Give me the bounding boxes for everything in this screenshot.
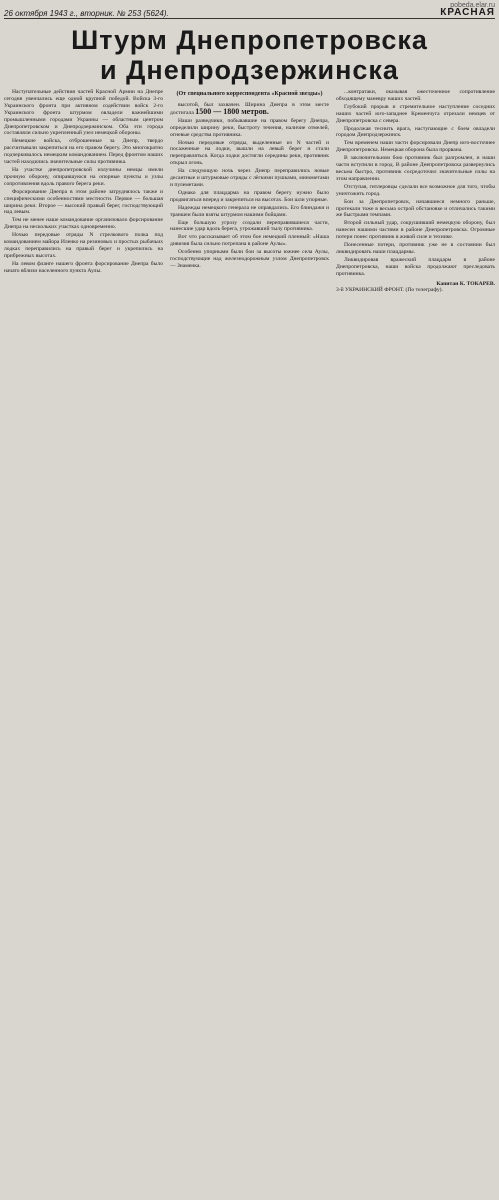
paragraph: Ликвидировав вражеский плацдарм в районе Днепропетровска, наши войска продолжают преследовать противника. <box>336 256 495 277</box>
col2-lead <box>170 102 329 117</box>
column-3-paragraphs <box>336 89 495 278</box>
paragraph: Бои за Днепропетровск, начавшиеся немного раньше, протекали тоже в весьма острой обстановке и отличались такими же быстрыми темпами. <box>336 198 495 219</box>
paragraph: В заключительном бою противник был разгромлен, и наши части вступили в город. В районе Днепропетровска развернулись весьма быстро, противник сосредоточил значительные силы на этом направлении. <box>336 155 495 182</box>
paragraph: Ночью передовые отряды N стрелкового полка под командованием майора Иленко на резиновых и простых рыбачьих лодках переправились на правый берег и укрепились на прибрежных высотах. <box>4 232 163 259</box>
paragraph: Продолжая теснить врага, наступающие с боем овладели городом Днепродзержинск. <box>336 125 495 139</box>
paper-name: КРАСНАЯ <box>440 7 495 18</box>
paragraph: Надежды немецкого генерала не оправдались. Его блиндажи и траншеи были взяты штурмом нашими бойцами. <box>170 204 329 218</box>
headline-line-2: и Днепродзержинска <box>100 55 399 85</box>
paragraph: На левом фланге нашего фронта форсирование Днепра было начато вблизи населенного пункта Аулы. <box>4 260 163 274</box>
paragraph: Наступательные действия частей Красной Армии на Днепре сегодня увенчались еще одной крупной победой. Войска 3-го Украинского фронта при активном содействии войск 2-го Украинского фронта штурмом овладели важнейшими промышленными городами Украины — областным центром Днепропетровском и Днепродзержинском. Оба эти города составляли сильно укрепленный узел немецкой обороны. <box>4 89 163 137</box>
column-2 <box>170 89 329 1193</box>
masthead <box>4 4 495 19</box>
paragraph: Немецкие войска, отброшенные за Днепр, твердо рассчитывали закрепиться на его правом берегу. Это многократно подчеркивалось немецким командованием. Перед фронтом наших частей находились значительные силы противника. <box>4 138 163 166</box>
column-1 <box>4 89 163 1193</box>
paragraph: ...контратаки, оказывая ожесточенное сопротивление обходящему маневру наших частей. <box>336 89 495 102</box>
paragraph: Еще большую угрозу создали переправившиеся части, нанесшие удар вдоль берега, угрожавший тылу противника. <box>170 219 329 233</box>
paragraph: Тем временем наши части форсировали Днепр юго-восточнее Днепропетровска. Немецкая оборона была прорвана. <box>336 140 495 154</box>
author-signature: Капитан К. ТОКАРЕВ. <box>436 280 495 287</box>
site-watermark: pobeda.elar.ru <box>450 2 495 9</box>
paragraph: Особенно упорными были бои за высоты южнее села Аулы, господствующие над железнодорожным узлом Днепропетровск — Знаменка. <box>170 249 329 269</box>
paragraph: Ночью передовые отряды, выделенные из N частей и посаженные на лодки, вышли на левый берег и стали переправляться. Когда лодки достигли середины реки, противник открыл огонь. <box>170 139 329 167</box>
paragraph: Второй сильный удар, сокрушивший немецкую оборону, был нанесен нашими частями в районе Днепропетровска. Огромные потери понес противник в живой силе и технике. <box>336 220 495 241</box>
paragraph: Форсирование Днепра в этом районе затруднялось также и специфическими особенностями местности. Первое — большая ширина реки. Второе — высокий правый берег, господствующий над левым. <box>4 188 163 216</box>
paragraph: Глубокий прорыв и стремительное наступление соседних наших частей юго-западнее Кременчуга отрезали немцев от Днепропетровска с севера. <box>336 103 495 124</box>
date-line: 26 октября 1943 г., вторник. № 253 (5624). <box>4 9 169 18</box>
col2-lead-text: высотой, был захвачен. Ширина Днепра в этом месте достигала <box>170 102 329 116</box>
paragraph: Понесенные потери, противник уже не в состоянии был ликвидировать наши плацдармы. <box>336 242 495 255</box>
paragraph: Наши разведчики, побывавшие на правом берегу Днепра, определили ширину реки, быстроту течения, наличие отмелей, огневые средства противника. <box>170 117 329 138</box>
column-2-paragraphs <box>170 118 329 270</box>
headline-line-1: Штурм Днепропетровска <box>71 25 428 55</box>
paragraph: Вот что рассказывает об этом бое немецкий пленный: «Наша дивизия была сильно потрепана в районе Аулы». <box>170 234 329 248</box>
paragraph: Однако для плацдарма на правом берегу нужно было продвигаться вперед и закрепиться на высотах. Бои шли упорные. <box>170 189 329 203</box>
paragraph: На участке днепропетровской излучины немцы имели прочную оборону, опиравшуюся на опорные пункты и узлы сопротивления вдоль правого берега реки. <box>4 166 163 187</box>
paragraph: Тем не менее наше командование организовало форсирование Днепра на нескольких участках одновременно. <box>4 217 163 231</box>
column-3 <box>336 89 495 1193</box>
paragraph: Отступая, гитлеровцы сделали все возможное для того, чтобы уничтожить город. <box>336 183 495 197</box>
article-headline <box>4 25 495 85</box>
article-body <box>4 89 495 1193</box>
correspondent-note: (От специального корреспондента «Красной звезды») <box>176 91 323 97</box>
dateline: 3-й УКРАИНСКИЙ ФРОНТ. (По телеграфу). <box>336 287 443 294</box>
paragraph: На следующую ночь через Днепр переправились новые десантные и штурмовые отряды с лёгкими пушками, минометами и пулеметами. <box>170 168 329 188</box>
river-width: 1500 — 1800 метров. <box>195 106 269 116</box>
